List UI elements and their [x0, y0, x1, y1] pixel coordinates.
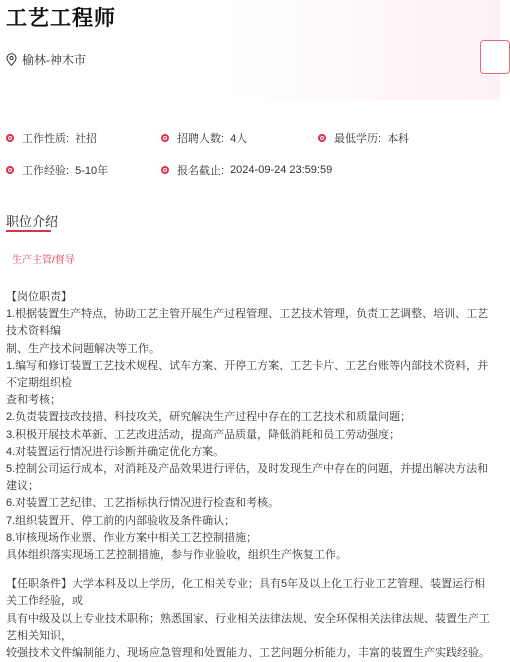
- info-label: 报名截止:: [177, 165, 225, 177]
- info-label: 工作经验:: [22, 165, 70, 177]
- requirement-line: 具有中级及以上专业技术职称；熟悉国家、行业相关法律法规、安全环保相关法律法规、装置生产工艺相关知识，: [6, 612, 490, 642]
- info-item-experience: [6, 162, 108, 178]
- section-underline: [6, 230, 51, 232]
- job-description: [6, 289, 496, 662]
- bullet-dot-icon: [6, 166, 14, 174]
- bullet-dot-icon: [318, 134, 326, 142]
- job-location: [6, 51, 86, 68]
- duty-line: 查和考核；: [6, 394, 61, 407]
- duty-line: 6.对装置工艺纪律、工艺指标执行情况进行检查和考核。: [6, 497, 280, 510]
- duty-line: 1.根据装置生产特点，协助工艺主管开展生产过程管理、工艺技术管理，负责工艺调整、培训、工艺技术资料编: [6, 308, 489, 338]
- bullet-dot-icon: [161, 166, 169, 174]
- location-pin-icon: [6, 53, 17, 66]
- category-tag: 生产主管/督导: [12, 255, 75, 266]
- location-text: 榆林-神木市: [22, 53, 86, 67]
- info-item-job-type: [6, 130, 97, 146]
- side-action-button[interactable]: [480, 40, 510, 74]
- duty-line: 具体组织落实现场工艺控制措施，参与作业验收，组织生产恢复工作。: [6, 549, 347, 562]
- duty-line: 4.对装置运行情况进行诊断并确定优化方案。: [6, 445, 225, 458]
- info-value: 2024-09-24 23:59:59: [230, 164, 333, 176]
- info-item-deadline: [161, 162, 332, 178]
- duty-line: 5.控制公司运行成本，对消耗及产品效果进行评估，及时发现生产中存在的问题，并提出解决方法和建议；: [6, 463, 489, 493]
- info-value: 本科: [387, 133, 410, 145]
- requirement-line: 【任职条件】大学本科及以上学历，化工相关专业；具有5年及以上化工行业工艺管理、装置运行相关工作经验，或: [6, 578, 486, 608]
- duties-header: 【岗位职责】: [6, 291, 72, 303]
- section-title: 职位介绍: [6, 214, 59, 229]
- info-value: 社招: [75, 133, 98, 145]
- info-label: 招聘人数:: [177, 133, 225, 145]
- duty-line: 3.积极开展技术革新、工艺改进活动，提高产品质量，降低消耗和员工劳动强度；: [6, 428, 401, 441]
- paragraph-gap: [6, 564, 496, 576]
- duty-line: 2.负责装置技改技措、科技攻关，研究解决生产过程中存在的工艺技术和质量问题；: [6, 411, 412, 424]
- duty-line: 7.组织装置开、停工前的内部验收及条件确认；: [6, 514, 236, 527]
- info-item-education: [318, 130, 409, 146]
- bullet-dot-icon: [161, 134, 169, 142]
- duty-line: 8.审核现场作业票、作业方案中相关工艺控制措施；: [6, 531, 258, 544]
- job-title: 工艺工程师: [6, 7, 116, 30]
- requirement-line: 较强技术文件编制能力、现场应急管理和处置能力、工艺问题分析能力，丰富的装置生产实践经验。: [6, 647, 490, 660]
- info-value: 4人: [230, 133, 248, 145]
- info-label: 最低学历:: [334, 133, 382, 145]
- duty-line: 1.编写和修订装置工艺技术规程、试车方案、开停工方案、工艺卡片、工艺台账等内部技术资料，并不定期组织检: [6, 359, 489, 390]
- info-item-headcount: [161, 130, 247, 146]
- bullet-dot-icon: [6, 134, 14, 142]
- info-value: 5-10年: [75, 165, 109, 177]
- duty-line: 制、生产技术问题解决等工作。: [6, 342, 160, 355]
- info-label: 工作性质:: [22, 133, 70, 145]
